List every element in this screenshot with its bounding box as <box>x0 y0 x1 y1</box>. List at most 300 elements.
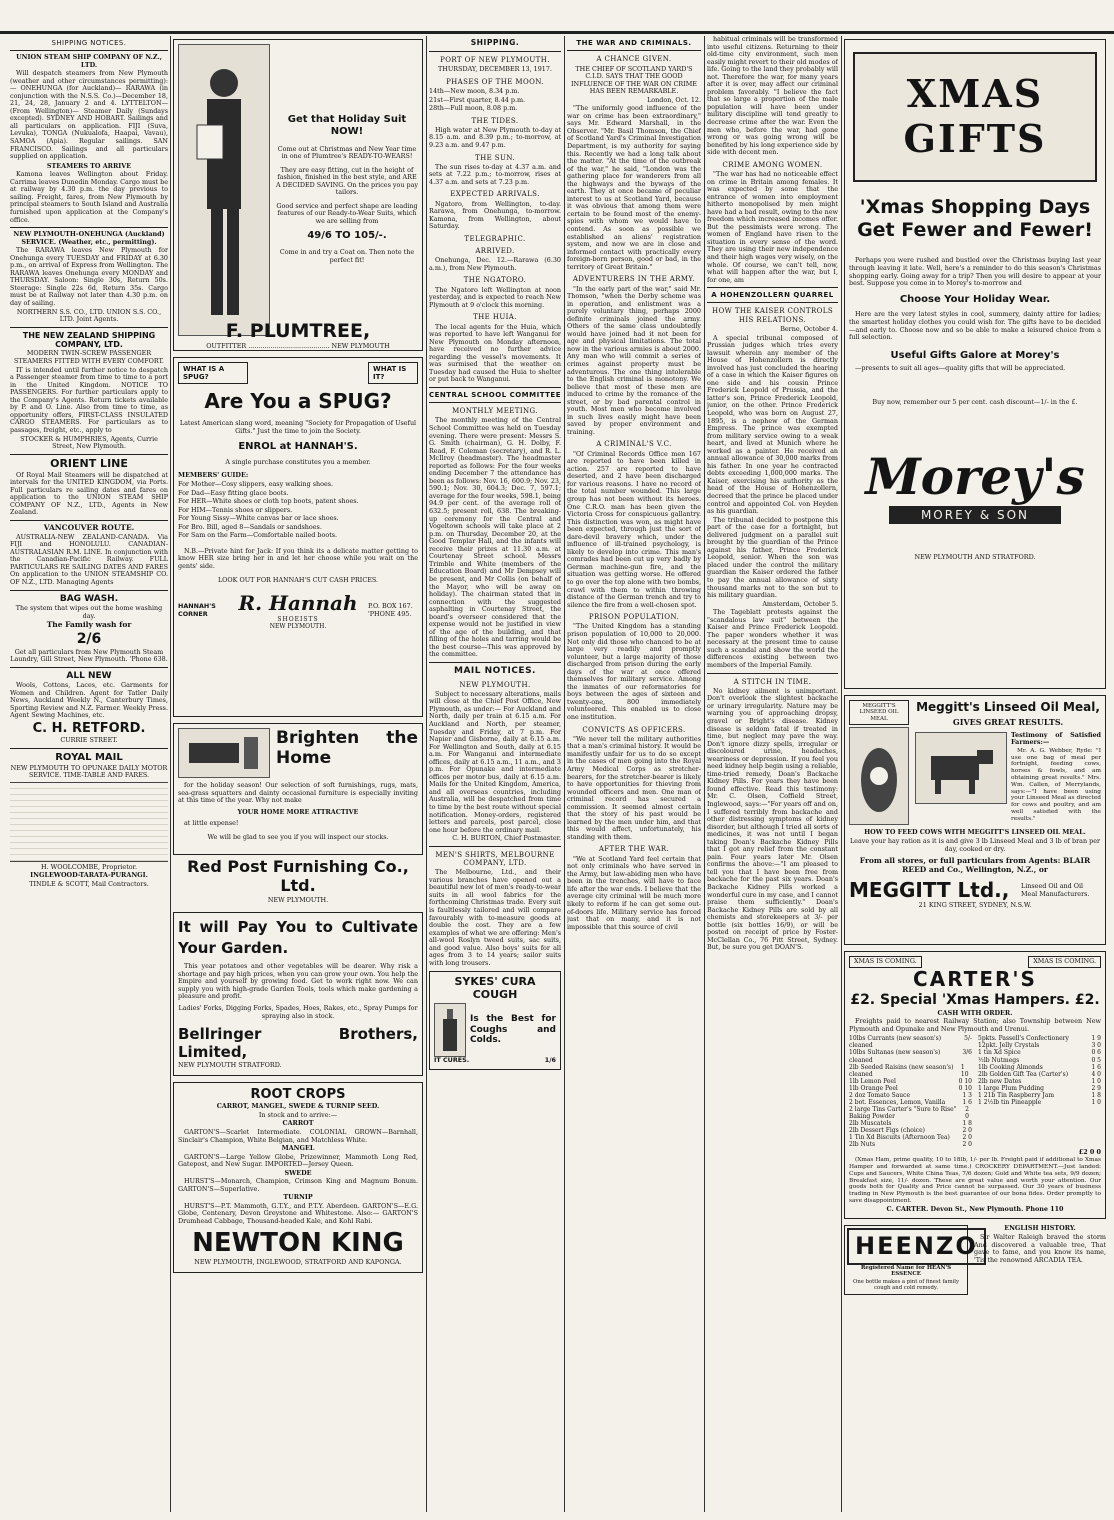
hamper-item <box>849 1106 972 1120</box>
hohen-body-3: The Tageblatt protests against the "scandalous law suit" between the Kaiser and Prince Frederick Leopold. The paper wonders whether it was necessary at the present time to cause such a scandal and show the world the differences existing between two members of the Imperial Family. <box>707 608 838 670</box>
all-new-title: ALL NEW <box>66 670 112 681</box>
hamper-item-price: 2 0 <box>962 1134 972 1142</box>
root-crop-heading: TURNIP <box>283 1193 313 1202</box>
sykes-foot: IT CURES. <box>434 1056 470 1065</box>
hannah-spug-ad <box>173 357 423 717</box>
medicine-bottle-icon <box>435 1007 465 1053</box>
sack-illustration <box>849 727 909 825</box>
divider <box>10 590 168 591</box>
hamper-item-price: 2 0 <box>962 1127 972 1135</box>
arrived-title: ARRIVED. <box>475 247 515 256</box>
suit-price: 49/6 TO 105/-. <box>307 229 387 241</box>
man-reading-illustration <box>178 44 270 336</box>
carters-special: £2. Special 'Xmas Hampers. £2. <box>850 992 1100 1009</box>
spug-right-box: WHAT IS IT? <box>368 362 418 385</box>
vancouver-body: AUSTRALIA-NEW ZEALAND-CANADA. Via FIJI and HONOLULU. CANADIAN-AUSTRALASIAN R.M. LINE. In conjunction with the Canadian-Pacific Railway. FULL PARTICULARS RE SAILING DATES AND FARES On application to the UNION STEAMSHIP CO. OF N.Z., LTD. Managing Agents <box>10 532 168 586</box>
hamper-item-name: 1 large Plum Pudding <box>978 1084 1045 1092</box>
central-title: CENTRAL SCHOOL COMMITTEE <box>429 390 561 399</box>
arrive-title: STEAMERS TO ARRIVE <box>46 161 132 170</box>
carters-ad <box>844 951 1106 1219</box>
divider <box>707 302 838 303</box>
hamper-item-price: 1 8 <box>1091 1091 1101 1099</box>
war-body-2: "In the early part of the war," said Mr. Thomson, "when the Derby scheme was in operation, and enlistment was a purely voluntary thing, perhaps 2000 definite criminals joined the army. Others of the same class undoubtedly would have joined had it not been for age and physical limitations. The total now in the various armies is about 2000. Any man who will commit a series of crimes against property must be adventurous. The one thing intolerable to the English criminal is monotony. We believe that most of these men are induced to crime by the romance of the street, or by bad parental control in youth. Most men who become involved in such lives easily might have been saved by proper environment and training. <box>567 284 701 436</box>
moon-phase-item: 28th—Full moon, 8.08 p.m. <box>429 104 518 113</box>
heenzo-body: One bottle makes a pint of finest family cough and cold remedy. <box>853 1278 959 1291</box>
root-sub: CARROT, MANGEL, SWEDE & TURNIP SEED. <box>216 1102 380 1111</box>
ngatoro-body: The Ngatoro left Wellington at noon yesterday, and is expected to reach New Plymouth at 9 o'clock this morning. <box>429 285 561 309</box>
hamper-item-name: 5pkts. Passell's Confectionery <box>978 1035 1069 1043</box>
meggitt-feed-body: Leave your hay ration as it is and give 3 lb Linseed Meal and 3 lb of bran per day, cooked or dry. <box>849 837 1101 853</box>
war-body-3: "Of Criminal Records Office men 167 are reported to have been killed in action. 257 are reported to have deserted, and 2 have been discharged for various reasons. I have no record of the total number wounded. This large group has not been without its heroes. One C.R.O. man has been given the Victoria Cross for conspicuous gallantry. This distinction was won, as might have been expected, through just the sort of dare-devil bravery which, under the influence of ill-trained psychology, is likely to develop into crime. This man's comrades had been cut up very badly by German machine-gun fire, and the situation was getting worse. He offered to go over the top alone with two bombs, crawl with them to within throwing distance of the German trench and try to silence the fire from a well-chosen spot. <box>567 449 701 609</box>
meggitt-ad <box>844 695 1106 945</box>
gentleman-figure-icon <box>189 55 259 325</box>
moon-phase-item: 14th—New moon, 8.34 p.m. <box>429 87 520 95</box>
divider <box>707 673 838 674</box>
war-body-6: "We at Scotland Yard feel certain that not only criminals who have served in the Army, but law-abiding men who have been in the trenches, will have to face life after the war ends. I believe that the average city criminal will be much more likely to reform if he can get some out-of-doors life. Military service has forced just that on many, and it is not impossible that this source of civil <box>567 854 701 931</box>
hamper-item <box>849 1085 972 1092</box>
hamper-item-name: 10lbs Currants (new season's) cleaned <box>849 1035 942 1050</box>
hamper-item-name: 1 21b Tin Raspberry Jam <box>978 1091 1055 1099</box>
ngatoro-title: THE NGATORO. <box>463 276 527 285</box>
hamper-item-price: 0 5 <box>1091 1056 1101 1064</box>
hamper-item-price: 1 8 <box>962 1120 972 1128</box>
root-crop-varieties: HURST'S—Monarch, Champion, Crimson King and Magnum Bonum. GARTON'S—Superlative. <box>178 1177 418 1193</box>
meggitt-badge: MEGGITT'S LINSEED OIL MEAL <box>849 700 909 725</box>
divider <box>707 287 838 288</box>
expected-title: EXPECTED ARRIVALS. <box>450 190 540 199</box>
divider <box>10 667 168 668</box>
coming-left: XMAS IS COMING. <box>849 956 922 968</box>
hamper-item <box>849 1078 972 1085</box>
hamper-item-price: 0 6 <box>1091 1049 1101 1057</box>
port-title: PORT OF NEW PLYMOUTH. <box>440 55 550 64</box>
spug-title: Are You a SPUG? <box>204 389 392 414</box>
union-body: Will despatch steamers from New Plymouth (weather and other circumstances permitting):— ONEHUNGA (for Auckland)— RARAWA (in conjunction with the N.S.S. Co.)—December 18, 21, 24, 28, January 2 and 4. LYTTELTON— (From Wellington)— Steamer Daily (Sundays excepted). SYDNEY AND HOBART. Sailings and all particulars on application. FIJI (Suva, Levuka), TONGA (Nukualofa, Haapai, Vavau), SAMOA (Apia). Regular sailings. SAN FRANCISCO. Sailings and all particulars supplied on application. <box>10 69 168 161</box>
carters-body: (Xmas Ham, prime quality, 10 to 18lb, 1/- per lb. Freight paid if additional to Xmas Hamper and forwarded at same time.) CROCKERY DEPARTMENT.—Just landed: Cups and Saucers, White China Teas, 7/6 dozen; Gold and White tea sets, 9/9 dozen; Breakfast size, 11/- dozen. These are great value and worth your attention. Our goods both for Quality and Price cannot be surpassed. Our 30 years of business trading in New Plymouth is the best guarantee of our bona fides. Order promptly to save disappointment. <box>849 1157 1101 1205</box>
brighten-title: Brighten the Home <box>276 727 418 768</box>
vancouver-title: VANCOUVER ROUTE. <box>43 522 135 532</box>
root-items <box>178 1120 418 1225</box>
hamper-item-price: 1 6 <box>962 1099 972 1106</box>
plumtree-name: F. PLUMTREE, <box>225 320 371 342</box>
moon-list <box>429 88 561 113</box>
bag-wash-sign: Get all particulars from New Plymouth Steam Laundry, Gill Street, New Plymouth. 'Phone 638. <box>10 647 168 664</box>
royal-mail-sub: NEW PLYMOUTH TO OPUNAKE DAILY MOTOR SERVICE. TIME-TABLE AND FARES. <box>10 763 168 780</box>
redpost-city: NEW PLYMOUTH. <box>267 895 329 904</box>
divider <box>10 227 168 228</box>
hamper-item <box>978 1064 1101 1071</box>
divider <box>10 454 168 455</box>
hamper-item <box>978 1049 1101 1056</box>
english-history-body: Sir Walter Raleigh braved the storm And discovered a valuable tree, That gave to fame, and you know its name, 'Tis the renowned ARCADIA TEA. <box>974 1232 1106 1264</box>
bottle-illustration <box>434 1003 466 1057</box>
hamper-item <box>849 1064 972 1078</box>
hamper-item-name: ½lb Nutmegs <box>978 1056 1020 1064</box>
guide-item: For Bro. Bill, aged 8—Sandals or sandshoes. <box>178 522 322 531</box>
mail-title: MAIL NOTICES. <box>454 665 536 676</box>
guide-item: For Dad—Easy fitting glace boots. <box>178 488 289 497</box>
nz-shipping-sub: MODERN TWIN-SCREW PASSENGER STEAMERS FITTED WITH EVERY COMFORT. <box>14 349 164 366</box>
hamper-item <box>978 1092 1101 1099</box>
hannah-contact: P.O. BOX 167. 'PHONE 495. <box>367 602 413 618</box>
garden-title: It will Pay You to Cultivate Your Garden. <box>178 918 418 958</box>
heenzo-ad <box>844 1225 978 1295</box>
war-body-4: "The United Kingdom has a standing prison population of 10,000 to 20,000. Not only did those who chanced to be at large very readily and promptly volunteer, but a large majority of those discharged from prison during the early days of the war at once offered themselves for military service. Among the inmates of our reformatories for boys between the ages of sixteen and twenty-one, 800 immediately volunteered. This enabled us to close one institution. <box>567 622 701 721</box>
spug-nb: N.B.—Private hint for Jack: If you think its a delicate matter getting to know HER size bring her in and let her choose while you wait on the gents' side. <box>178 546 418 570</box>
bag-wash-body: The system that wipes out the home washing day. <box>15 604 163 620</box>
suit-title: Get that Holiday Suit NOW! <box>287 114 407 137</box>
hamper-item-price: 1 6 <box>1091 1063 1101 1071</box>
cont-body-2: "The war has had no noticeable effect on crime in Britain among females. It was expected by some that the entrance of women into employment hitherto monopolised by men might have had a bad result, owing to the new freedom which increased incomes offer. But the pessimists were wrong. The women of England have risen to the situation in every sense of the word. They are using their new independence and their high wages very wisely, on the whole. Of course, we can't tell, now, what will happen after the war, but I, for one, am <box>707 170 838 284</box>
suit-body-2: They are easy fitting, cut in the height of fashion, finished in the best style, and ARE A DECIDED SAVING. On the prices you pay tailors. <box>276 165 419 197</box>
moreys-ad <box>844 39 1106 689</box>
hamper-item-name: 1 2½lb tin Pineapple <box>978 1099 1042 1106</box>
guide-item: For HER—White shoes or cloth top boots, patent shoes. <box>178 497 359 506</box>
hamper-item-price: 1 0 <box>1091 1077 1101 1085</box>
moon-phase-item: 21st—First quarter, 8.44 p.m. <box>429 95 526 104</box>
garden-ad <box>173 912 423 1076</box>
stitch-body: No kidney ailment is unimportant. Don't overlook the slightest backache or urinary irregularity. Nature may be warning you of approaching dropsy, gravel or Bright's disease. Kidney disease is seldom fatal if treated in time, but neglect may pave the way. Don't ignore dizzy spells, irregular or discoloured urine, headaches, weariness or depression. If you feel you need kidney help begin using a reliable, time-tried remedy, Doan's Backache Kidney Pills. For years they have been found effective. Read this testimony: Mr. C. Olsen, Coffield Street, Inglewood, says:—"For years off and on, I suffered terribly from backache and other distressing symptoms of kidney disorder, but although I tried all sorts of medicines, it was not until I began taking Doan's Backache Kidney Pills that I got any relief from the constant pain. Four years later Mr. Olsen confirms the above:—"I am pleased to tell you that I have been free from backache for the past six years. Doan's Backache Kidney Pills worked a wonderful cure in my case, and I cannot praise them sufficiently." Doan's Backache Kidney Pills are sold by all chemists and storekeepers at 3/- per bottle (six bottles 16/9), or will be posted on receipt of price by Foster-McClellan Co., 76 Pitt Street, Sydney. But, be sure you get DOAN'S. <box>707 686 838 952</box>
cattle-illustration <box>915 732 1007 804</box>
sykes-body: Is the Best for Coughs and Colds. <box>470 1013 556 1046</box>
root-crop-varieties: HURST'S—P.T. Mammoth, G.T.Y., and P.T.Y. Aberdeen. GARTON'S—E.G. Globe, Centenary, Devon Greystone and Whitestone. Also:— GARTON'S Drumhead Cabbage, Thousand-headed Kale, and Kohl Rabi. <box>178 1201 418 1225</box>
hamper-item-price: 3/6 <box>962 1049 972 1057</box>
brighten-home-ad <box>173 723 423 855</box>
huia-title: THE HUIA. <box>473 313 517 322</box>
sykes-title: SYKES' CURA COUGH <box>454 975 536 1002</box>
hannah-logo: R. Hannah <box>238 591 358 616</box>
sykes-ad <box>429 971 561 1069</box>
mail-body: Subject to necessary alterations, mails will close at the Chief Post Office, New Plymouth, as under:— For Auckland and North, daily per train at 6.15 a.m. For Auckland and North, per steamer, Tuesday and Friday, at 7 p.m. For Napier and Gisborne, daily at 6.15 a.m. For Wellington and South, daily at 6.15 a.m. For Wanganui and intermediate offices, daily at 6.15 a.m., 11 a.m., and 3 p.m. For Opunake and intermediate offices per motor bus, daily at 6.15 a.m. Mails for the United Kingdom, America, and all overseas countries, including Australia, will be despatched from time to time by the best route without special notification. Money-orders, registered letters and parcels, post parcel, close one hour before the ordinary mail. <box>429 689 561 834</box>
guide-item: For Mother—Cosy slippers, easy walking shoes. <box>178 480 334 489</box>
spug-body: Latest American slang word, meaning "Society for Propagation of Useful Gifts." Just the time to join the Society. <box>179 419 417 435</box>
moreys-city: NEW PLYMOUTH AND STRATFORD. <box>914 552 1036 561</box>
days-sub: Get Fewer and Fewer! <box>857 219 1093 242</box>
divider <box>567 50 701 51</box>
brighten-sub: YOUR HOME MORE ATTRACTIVE <box>237 807 359 816</box>
guide-item: For Young Sissy—White canvas bar or lace shoes. <box>178 514 339 523</box>
tarata-sign: TINDLE & SCOTT, Mail Contractors. <box>29 879 149 888</box>
column-rule <box>564 36 565 1512</box>
hamper-item-name: 2 doz Tomato Sauce <box>849 1091 911 1099</box>
furniture-illustration <box>178 728 270 778</box>
war-body-1: "The uniformly good influence of the war on crime has been extraordinary," says Mr. Edward Marshall, in the Observer. "Mr. Basil Thomson, the Chief of Scotland Yard's Criminal Investigation Department, is my authority for saying this. Recently we had a long talk about the matter. "At the time of the outbreak of the war," he said, "London was the gathering place for wanderers from all the highways and the byways of the earth. They at once became of peculiar interest to us at Scotland Yard, because it was obvious that among them were certain to be found most of the enemy-spies with whom we would have to contend. As soon as possible we established an aliens' registration system, and now we are in close and informed contact with practically every foreign-born person, good or bad, in the territory of Great Britain." <box>567 104 701 271</box>
hamper-item <box>849 1035 972 1049</box>
meggitt-from: From all stores, or full particulars from Agents: BLAIR REED and Co., Wellington, N.Z., or <box>859 856 1091 874</box>
suit-body-1: Come out at Christmas and New Year time in one of Plumtree's READY-TO-WEARS! <box>277 144 417 161</box>
nz-shipping-title: THE NEW ZEALAND SHIPPING COMPANY, LTD. <box>22 330 156 350</box>
shipping-header: SHIPPING. <box>470 38 520 47</box>
meggitt-quote: Mr. A. G. Webber, Ryde: "I use one bag of meal per fortnight, feeding cows, horses & fowls, and am obtaining great results." Mrs. Wm. Callen, of Merrylands, says:—"I have been using your Linseed Meal as directed for cows and poultry, and am well satisfied with the results." <box>1011 747 1101 822</box>
hamper-item-price: 1 10 <box>960 1063 969 1078</box>
mens-title: MEN'S SHIRTS, MELBOURNE COMPANY, LTD. <box>435 850 555 868</box>
tides-title: THE TIDES. <box>471 116 519 125</box>
guide-item: For HIM—Tennis shoes or slippers. <box>178 505 293 514</box>
war-header: THE WAR AND CRIMINALS. <box>576 39 692 47</box>
redpost-name: Red Post Furnishing Co., Ltd. <box>187 856 409 895</box>
hamper-item <box>978 1099 1101 1106</box>
chance-title: A CHANCE GIVEN. <box>596 55 672 64</box>
after-title: AFTER THE WAR. <box>598 845 670 854</box>
convicts-title: CONVICTS AS OFFICERS. <box>582 725 686 734</box>
carters-cash: CASH WITH ORDER. <box>937 1008 1013 1017</box>
war-dateline: London, Oct. 12. <box>647 95 701 104</box>
hamper-item-price: 0 10 <box>958 1077 972 1085</box>
hannah-city: NEW PLYMOUTH. <box>269 622 327 630</box>
hamper-item-price: 3 0 <box>1091 1042 1101 1050</box>
onehunga-sign: NORTHERN S.S. CO., LTD. UNION S.S. CO., LTD. Joint Agents. <box>16 307 162 324</box>
root-crop-varieties: GARTON'S—Large Yellow Globe, Prizewinner, Mammoth Long Red, Gatepost, and New Sugar. IMPORTED—Jersey Queen. <box>178 1152 418 1169</box>
hamper-item <box>849 1127 972 1134</box>
cow-icon <box>921 740 1001 796</box>
mail-city: NEW PLYMOUTH. <box>459 680 531 689</box>
nz-shipping-body: IT is intended until further notice to despatch a Passenger steamer from time to time to a port in the United Kingdom. NOTICE TO PASSENGERS. For further particulars apply to the Company's Agents. Return tickets available by P. and O. Line. Also from time to time, as opportunity offers, FIRST-CLASS INSULATED CARGO STEAMERS. For particulars as to passages, freight, etc., apply to <box>10 365 168 434</box>
hamper-item <box>978 1085 1101 1092</box>
divider <box>429 662 561 663</box>
armchair-icon <box>179 733 269 773</box>
hohen-dateline: Berne, October 4. <box>780 324 838 333</box>
heenzo-sub: Registered Name for HEAN'S ESSENCE <box>860 1264 952 1278</box>
column-rule <box>704 36 705 1512</box>
nz-shipping-sign: STOCKER & HUMPHRIES, Agents, Currie Street, New Plymouth. <box>20 434 158 451</box>
column-shipping-news <box>429 36 561 1512</box>
plumtree-ad <box>173 39 423 351</box>
war-lede: THE CHIEF OF SCOTLAND YARD'S C.I.D. SAYS THAT THE GOOD INFLUENCE OF THE WAR ON CRIME HAS BEEN REMARKABLE. <box>571 64 697 96</box>
monthly-title: MONTHLY MEETING. <box>452 407 538 416</box>
root-crop-heading: SWEDE <box>284 1168 312 1177</box>
hamper-item-name: 1 Tin Xd Biscuits (Afternoon Tea) <box>849 1134 950 1142</box>
hohen-body-2: The tribunal decided to postpone this part of the case for a fortnight, but delivered judgment on a parallel suit brought by the guardian of the Prince against his father, Prince Frederick Leopold, senior. When the son was placed under the control the military guardian the Kaiser ordered the father to pay the annual allowance of sixty thousand marks not to the son but to his military guardian. <box>707 515 838 600</box>
useful-body: —presents to suit all ages—quality gifts that will be appreciated. <box>855 364 1066 373</box>
garden-body: This year potatoes and other vegetables will be dearer. Why risk a shortage and pay high prices, when you can grow your own. You help the Empire and yourself by growing food. Get to work right now. We can supply you with high-grade Garden Tools, tools which make gardening a pleasure and profit. <box>178 962 418 1001</box>
bag-wash-price: 2/6 <box>76 631 102 648</box>
column-continued-news <box>707 36 838 1512</box>
column-rule <box>426 36 427 1512</box>
hamper-item-price: 2 0 <box>962 1141 972 1149</box>
war-body-5: "We never tell the military authorities that a man's criminal history. It would be manifestly unfair for us to do so except in the cases of men going into the Royal Army Medical Corps as stretcher-bearers, for the stretcher-bearer is likely to have opportunities for thieving from wounded officers and men. One man of criminal record has secured a commission. It seemed almost certain that the story of his past would be learned by the men under him, and that this would affect, unfortunately, his standing with them. <box>567 734 701 841</box>
days-body: Perhaps you were rushed and bustled over the Christmas buying last year through leaving it late. Well, here's a reminder to do this season's Christmas shopping early. Going away for a trip? Then you will desire to appear at your best. Suppose you come in to Morey's to-morrow and <box>849 256 1101 288</box>
phases-title: PHASES OF THE MOON. <box>446 77 544 86</box>
newton-line: NEW PLYMOUTH, INGLEWOOD, STRATFORD AND KAPONGA. <box>194 1258 402 1267</box>
meggitt-testimony: Testimony of Satisfied Farmers:— <box>1011 730 1101 747</box>
prison-title: PRISON POPULATION. <box>588 613 680 622</box>
mail-sign: C. H. BURTON, Chief Postmaster. <box>452 834 561 843</box>
root-crops-ad <box>173 1082 423 1273</box>
bag-wash-title: BAG WASH. <box>59 593 119 604</box>
days-title: 'Xmas Shopping Days <box>859 195 1091 218</box>
hamper-item-name: 10lbs Sultanas (new season's) cleaned <box>849 1049 941 1064</box>
choose-title: Choose Your Holiday Wear. <box>899 293 1051 305</box>
hamper-item <box>849 1141 972 1148</box>
column-rule <box>841 36 842 1512</box>
spug-look: LOOK OUT FOR HANNAH'S CUT CASH PRICES. <box>217 575 379 584</box>
orient-body: Of Royal Mail Steamers will be dispatched at intervals for the UNITED KINGDOM, via Ports. Full particulars re sailing dates and fares on application to the UNION STEAM SHIP COMPANY OF N.Z., LTD., Agents in New Zealand. <box>10 470 168 517</box>
newton-king: NEWTON KING <box>192 1227 404 1258</box>
hamper-item <box>849 1120 972 1127</box>
hamper-item-name: 1lb Orange Peel <box>849 1084 898 1092</box>
hamper-item-name: 2lb Golden Gift Tea (Carter's) <box>978 1070 1069 1078</box>
hamper-item-name: 2lb Seeded Raisins (new season's) cleaned <box>849 1063 954 1078</box>
sun-title: THE SUN. <box>475 153 515 162</box>
column-rule <box>170 36 171 1512</box>
vc-title: A CRIMINAL'S V.C. <box>596 440 672 449</box>
choose-body: Here are the very latest styles in cool, summery, dainty attire for ladies; the smartest holiday clothes you could wish for. The gifts have to be decided—and early to. Choose now and so be able to make a leisured choice from a full selection. <box>849 310 1101 342</box>
moreys-logo: Morey's <box>865 446 1085 506</box>
women-title: CRIME AMONG WOMEN. <box>722 160 823 169</box>
enrol-title: ENROL at HANNAH'S. <box>238 441 358 453</box>
retford-name: C. H. RETFORD. <box>32 721 146 737</box>
bellringer-name: Bellringer Brothers, Limited, <box>178 1025 418 1061</box>
royal-mail-sign: H. WOOLCOMBE, Proprietor. <box>41 862 137 871</box>
brighten-body-2: at little expense! <box>184 819 239 828</box>
telegraphic-title: TELEGRAPHIC. <box>464 234 526 243</box>
column-advertisements <box>173 36 423 1512</box>
root-stock: In stock and to arrive:— <box>258 1110 338 1119</box>
hamper-item-name: 2lb Nuts <box>849 1141 876 1149</box>
column-war-and-criminals <box>567 36 701 1512</box>
hamper-item-price: 1 0 <box>1091 1099 1101 1106</box>
hannah-corner: HANNAH'S CORNER <box>178 602 216 618</box>
members-guide: MEMBERS' GUIDE: <box>178 471 249 480</box>
hamper-item <box>978 1042 1101 1049</box>
carters-freight: Freights paid to nearest Railway Station; also Township between New Plymouth and Opunake and New Plymouth and Urenui. <box>849 1017 1101 1033</box>
all-new-body: Wools, Cottons, Laces, etc. Garments for Women and Children. Agent for Tatler Daily News, Auckland Weekly N., Canterbury Times, Sporting Review and N.Z. Farmer. Weekly Press. Agent Sewing Machines, etc. <box>10 681 168 720</box>
hamper-item-name: 12pkt. Jelly Crystals <box>978 1042 1040 1050</box>
arrived-body: Onehunga, Dec. 12.—Rarawa (6.30 a.m.), from New Plymouth. <box>429 256 561 272</box>
suit-body-4: Come in and try a Coat on. Then note the perfect fit! <box>279 248 415 264</box>
meggitt-feed: HOW TO FEED COWS WITH MEGGITT'S LINSEED OIL MEAL. <box>864 828 1086 837</box>
meggitt-title: Meggitt's Linseed Oil Meal, <box>916 700 1100 714</box>
timetable-grid <box>10 782 168 862</box>
divider <box>429 402 561 403</box>
central-body: The monthly meeting of the Central School Committee was held on Tuesday evening. There were present: Messrs S. G. Smith (chairman), G. H. Dolby, F. Read, F. Coleman (secretary), and R. L. McIlroy (headmaster). The headmaster reported as follows: For the four weeks ending December 7 the attendance has been as follows: Nov. 16, 600.9; Nov. 23, 590.1; Nov. 30, 604.3; Dec. 7, 597.1; average for the four weeks, 598.1, being 94.9 per cent. of the average roll of 632.5; present roll, 638. The breaking-up ceremony for the Central and Vogeltown schools will take place at 2 p.m. on Thursday, December 20, at the Good Templar Hall, and the infants will receive their prizes at 11.30 a.m. at Courtenay Street school. Messrs Trimble and White (members of the Education Board) and Mr Dempsey will be present, and Mr Collis (on behalf of the Mayor, who will be away on holiday). The chairman stated that in connection with the suggested asphalting in Courtenay Street, the board's overseer considered that the expense would not be justified in view of the age of the building, and that filling of the holes and tarring would be the best course—This was approved by the committee. <box>429 416 561 659</box>
plumtree-line: OUTFITTER ........................................ NEW PLYMOUTH <box>206 342 390 351</box>
carters-name: CARTER'S <box>913 966 1037 991</box>
divider <box>429 51 561 52</box>
hohen-sub: HOW THE KAISER CONTROLS HIS RELATIONS. <box>711 307 834 324</box>
root-crop-varieties: GARTON'S—Scarlet Intermediate. COLONIAL GROWN—Barnhall, Sinclair's Champion, White Belgian, and Matchless White. <box>178 1127 418 1144</box>
garden-body-2: Ladies' Forks, Digging Forks, Spades, Hoes, Rakes, etc., Spray Pumps for spraying also in stock. <box>178 1003 418 1020</box>
divider <box>10 520 168 521</box>
root-crop-heading: CARROT <box>282 1119 314 1128</box>
amsterdam-dateline: Amsterdam, October 5. <box>762 599 838 608</box>
meggitt-sub: GIVES GREAT RESULTS. <box>952 717 1064 728</box>
root-crop-heading: MANGEL <box>281 1144 315 1153</box>
hamper-item-price: 1 3 <box>962 1091 972 1099</box>
hamper-item <box>978 1057 1101 1064</box>
port-date: THURSDAY, DECEMBER 13, 1917. <box>438 65 552 74</box>
root-title: ROOT CROPS <box>250 1087 346 1102</box>
english-history-title: ENGLISH HISTORY. <box>1004 1224 1076 1233</box>
spug-left-box: WHAT IS A SPUG? <box>178 362 248 385</box>
sun-body: The sun rises to-day at 4.37 a.m. and sets at 7.22 p.m.; to-morrow, rises at 4.37 a.m. and sets at 7.23 p.m. <box>429 162 561 186</box>
hamper-item-name: 2lb Muscatels <box>849 1120 892 1128</box>
hamper-item <box>978 1078 1101 1085</box>
bottom-ads <box>844 1225 1106 1295</box>
enrol-sub: A single purchase constitutes you a member. <box>225 457 371 466</box>
hamper-item-name: 2 large Tins Carter's "Sure to Rise" Baking Powder <box>849 1106 957 1121</box>
hamper-item-name: 1lb Lemon Peel <box>849 1077 896 1085</box>
coming-right: XMAS IS COMING. <box>1028 956 1101 968</box>
buy-now: Buy now, remember our 5 per cent. cash discount—1/- in the £. <box>872 397 1078 406</box>
tarata-title: INGLEWOOD-TARATA-PURANGI. <box>30 871 148 880</box>
cont-body-1: habitual criminals will be transformed into useful citizens. Returning to their old-time city environment, such men easily might revert to their old modes of life. Going to the land they probably will not. Therefore the war, for many years after it is over, may affect our criminal problem favorably. "I believe the fact that so large a proportion of the male population will have been under military discipline will tend greatly to decrease crime after the war. Even the men who, before the war, had gone wrong or was going wrong will be benefited by his long experience side by side with decent men. <box>707 36 838 157</box>
hamper-item <box>978 1035 1101 1042</box>
meggitt-address: 21 KING STREET, SYDNEY, N.S.W. <box>918 901 1032 910</box>
xmas-gifts-graphic: XMAS GIFTS <box>853 52 1097 182</box>
brighten-body: for the holiday season! Our selection of soft furnishings, rugs, mats, sea-grass squatters and dainty occasional furniture is especially inviting at this time of the year. Why not make <box>178 780 418 805</box>
carters-sign: C. CARTER. Devon St., New Plymouth. Phone 110 <box>886 1204 1064 1213</box>
hamper-item <box>849 1099 972 1106</box>
hamper-item-name: 1 tin Xd Spice <box>978 1049 1021 1057</box>
hamper-item-name: 2lb new Dates <box>978 1077 1022 1085</box>
army-title: ADVENTURERS IN THE ARMY. <box>572 275 696 284</box>
divider <box>10 50 168 51</box>
hamper-item-name: 2 bot. Essences, Lemon, Vanilla <box>849 1099 946 1106</box>
hamper-right-list <box>978 1035 1101 1148</box>
royal-mail-title: ROYAL MAIL <box>55 751 123 763</box>
divider <box>10 748 168 749</box>
hamper-left-list <box>849 1035 972 1148</box>
hamper-item-price: 4 0 <box>1091 1070 1101 1078</box>
hamper-item-price: 2 0 <box>965 1106 969 1121</box>
divider <box>429 387 561 388</box>
brighten-body-3: We will be glad to see you if you will inspect our stocks. <box>207 832 389 841</box>
heenzo-logo: HEENZO <box>847 1228 986 1264</box>
mens-body: The Melbourne, Ltd., and their various branches have opened out a beautiful new lot of men's ready-to-wear suits in all wool fabrics for the forthcoming Christmas trade. Every suit is faultlessly tailored and will compare favourably with to-measure goods at double the cost. They are a few examples of what we are offering: Men's all-wool Roslyn tweed suits, sac suits, and good value. Also boys' suits for all ages from 3 to 14 years; sailor suits with long trousers. <box>429 868 561 967</box>
meggitt-name: MEGGITT Ltd., <box>849 877 1010 902</box>
sykes-price: 1/6 <box>544 1056 556 1065</box>
hamper-item <box>849 1134 972 1141</box>
hamper-total: £2 0 0 <box>1078 1147 1101 1156</box>
hamper-item-price: 0 10 <box>958 1084 972 1092</box>
column-right-ads <box>844 36 1106 1512</box>
onehunga-body: The RARAWA leaves New Plymouth for Onehunga every TUESDAY and FRIDAY at 6.30 p.m., on arrival of Express from Wellington. The RARAWA leaves Onehunga every MONDAY and THURSDAY. Saloon: Single 30s, Return 50s. Steerage: Single 22s 6d, Return 35s. Cargo must be at Railway not later than 4.30 p.m. on day of sailing. <box>10 246 168 307</box>
hohen-title: A HOHENZOLLERN QUARREL <box>711 291 834 300</box>
hamper-item-price: 5/- <box>964 1035 972 1043</box>
hamper-item-price: 2 9 <box>1091 1084 1101 1092</box>
hamper-item-name: 2lb Dessert Figs (choice) <box>849 1127 925 1135</box>
stitch-title: A STITCH IN TIME. <box>733 677 812 686</box>
guide-list <box>178 481 418 540</box>
guide-item: For Sam on the Farm—Comfortable nailed boots. <box>178 531 338 540</box>
hamper-item-name: 1lb Cooking Almonds <box>978 1063 1043 1071</box>
suit-body-3: Good service and perfect shape are leading features of our Ready-to-Wear Suits, which we are selling from <box>276 201 418 225</box>
expected-body: Ngatoro, from Wellington, to-day. Rarawa, from Onehunga, to-morrow. Kamona, from Wellington, about Saturday. <box>429 199 561 231</box>
hamper-item <box>849 1092 972 1099</box>
meal-sack-icon <box>857 736 901 816</box>
column-shipping-notices <box>10 36 168 1512</box>
meggitt-products: Linseed Oil and Oil Meal Manufacturers. <box>1021 882 1090 898</box>
hannah-logo-sub: SHOEISTS <box>277 615 319 623</box>
hamper-item-price: 1 9 <box>1091 1035 1101 1043</box>
divider <box>429 846 561 847</box>
divider <box>10 327 168 328</box>
orient-title: ORIENT LINE <box>50 456 128 470</box>
hamper-item <box>978 1071 1101 1078</box>
hamper-item <box>849 1049 972 1063</box>
arrive-body: Kamona leaves Wellington about Friday. Carrima leaves Dunedin Monday. Cargo must be at railway by 4.30 p.m. the day previous to sailing. Freight, fares, from New Plymouth by principal steamers to South Island and Australia furnished upon application at the Company's office. <box>10 170 168 224</box>
onehunga-title: NEW PLYMOUTH-ONEHUNGA (Auckland) SERVICE. (Weather, etc., permitting). <box>13 230 165 246</box>
hohen-body-1: A special tribunal composed of Prussian judges which tries every lawsuit wherein any member of the House of Hohenzollern is directly involved has just concluded the hearing of a case in which the Kaiser figures on one side and his cousin Prince Frederick Leopold of Prussia, and the latter's son, Prince Frederick Leopold, junior, on the other. Prince Frederick Leopold, who was born on August 27, 1895, is a nephew of the German Empress. The prince was exempted from military service owing to a weak heart, and lived at Munich where he worked as a painter. He received an annual allowance of 30,000 marks from his father. In one year he contracted debts exceeding 1,000,000 marks. The Kaiser, exercising his authority as the head of the House of Hohenzollern, decreed that the prince be placed under control and appointed Col. von Heyden as his guardian. <box>707 333 838 516</box>
tides-body: High water at New Plymouth to-day at 8.15 a.m. and 8.39 p.m.; to-morrow, at 9.23 a.m. and 9.47 p.m. <box>429 125 561 149</box>
bag-wash-price-label: The Family wash for <box>46 620 132 630</box>
shipping-notices-header: SHIPPING NOTICES. <box>51 39 127 47</box>
retford-address: CURRIE STREET. <box>60 736 118 745</box>
huia-body: The local agents for the Huia, which was reported to have left Wanganui for New Plymouth on Monday afternoon, have received no further advice regarding the vessel's movements. It was surmised that the weather on Tuesday had caused the Huia to shelter or put back to Wanganui. <box>429 322 561 384</box>
moreys-band: MOREY & SON <box>889 506 1061 524</box>
bellringer-line: NEW PLYMOUTH STRATFORD. <box>178 1061 282 1070</box>
